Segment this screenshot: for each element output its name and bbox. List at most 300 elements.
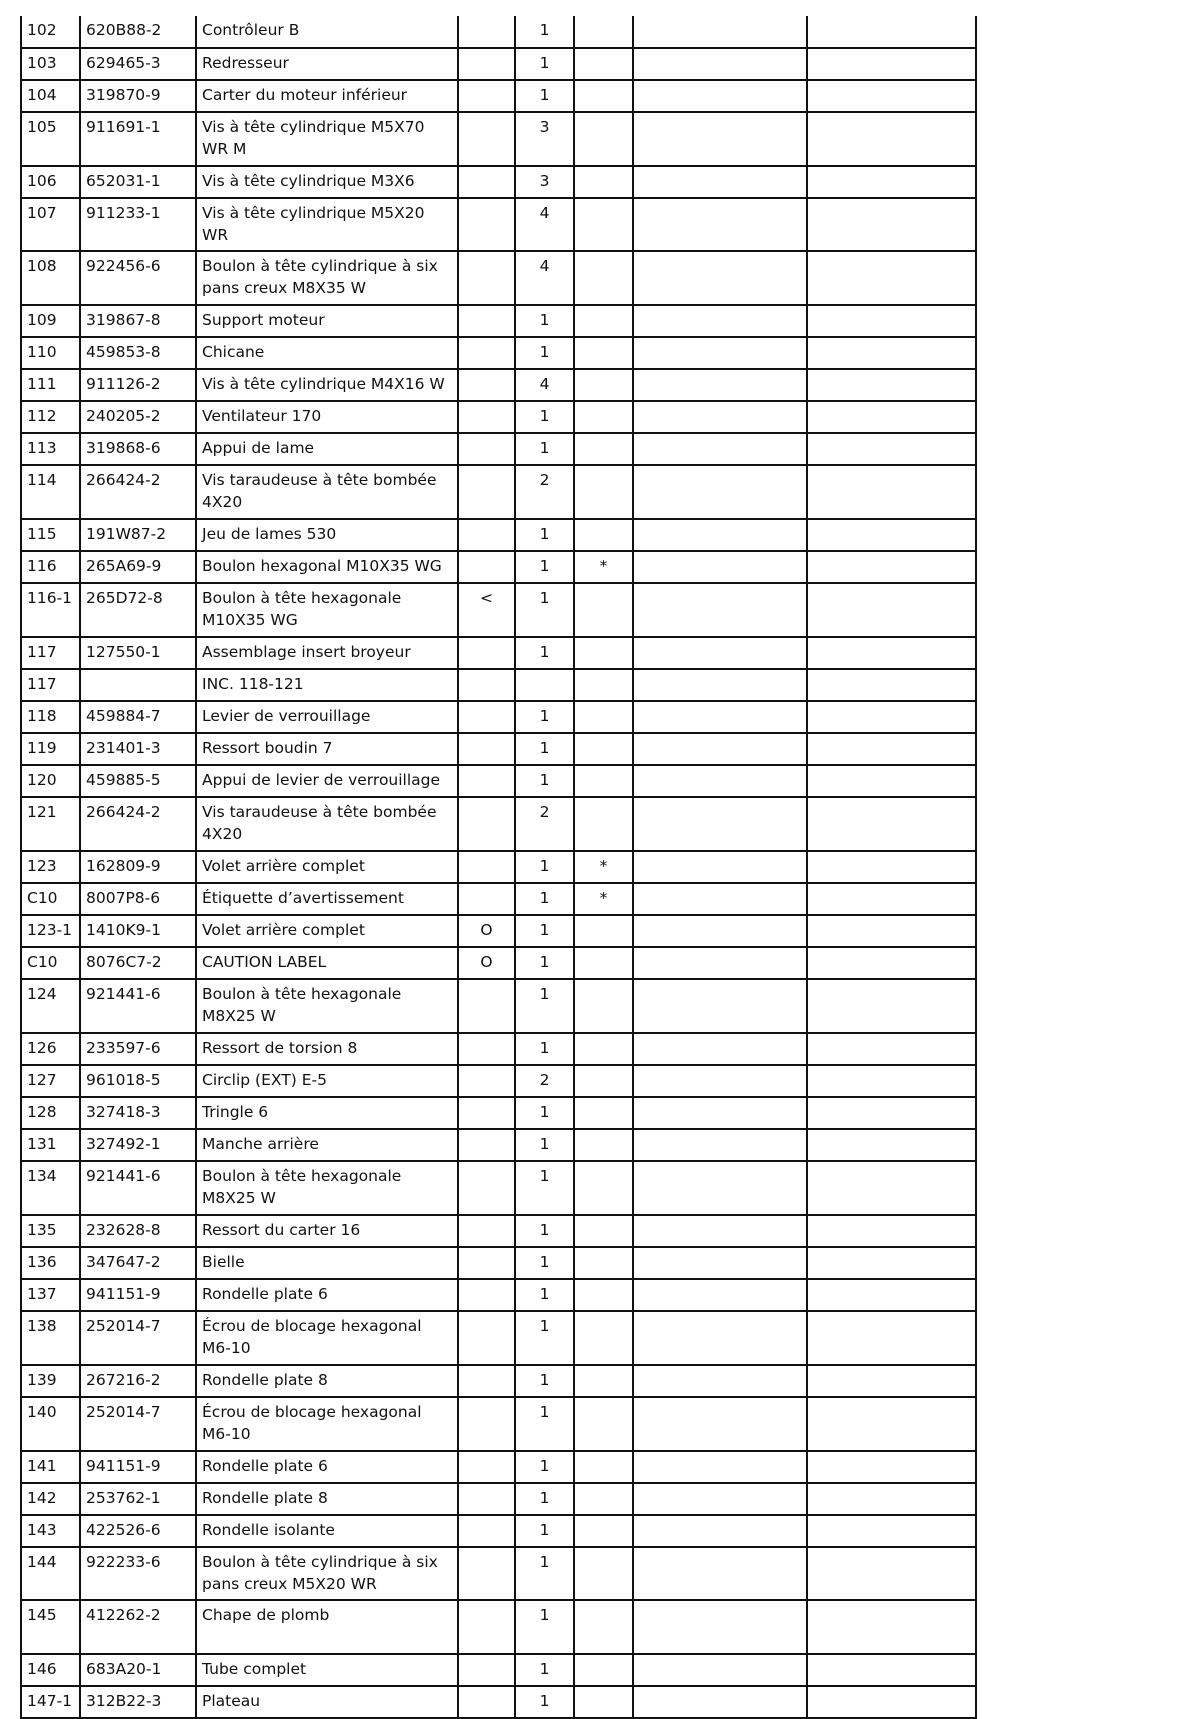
blank-cell: [807, 1161, 976, 1215]
note: [574, 637, 633, 669]
item-number: 138: [21, 1311, 80, 1365]
part-number: [80, 669, 196, 701]
part-number: 347647-2: [80, 1247, 196, 1279]
quantity: 4: [515, 251, 574, 305]
blank-cell: [633, 1033, 807, 1065]
table-row: [21, 80, 976, 112]
blank-cell: [633, 369, 807, 401]
note: [574, 519, 633, 551]
quantity: 1: [515, 1654, 574, 1686]
description: Bielle: [196, 1247, 458, 1279]
table-row: [21, 637, 976, 669]
blank-cell: [633, 1600, 807, 1654]
quantity: 2: [515, 1065, 574, 1097]
item-number: 127: [21, 1065, 80, 1097]
description: Contrôleur B: [196, 16, 458, 48]
description: Boulon à tête hexagonale M8X25 W: [196, 979, 458, 1033]
quantity: 1: [515, 1515, 574, 1547]
marker: [458, 1654, 515, 1686]
blank-cell: [633, 401, 807, 433]
marker: O: [458, 915, 515, 947]
quantity: 1: [515, 637, 574, 669]
description: Support moteur: [196, 305, 458, 337]
note: [574, 765, 633, 797]
item-number: 128: [21, 1097, 80, 1129]
part-number: 252014-7: [80, 1397, 196, 1451]
quantity: 1: [515, 16, 574, 48]
part-number: 683A20-1: [80, 1654, 196, 1686]
quantity: [515, 669, 574, 701]
description: Rondelle plate 6: [196, 1451, 458, 1483]
marker: [458, 637, 515, 669]
description: Rondelle plate 8: [196, 1365, 458, 1397]
blank-cell: [633, 16, 807, 48]
item-number: 107: [21, 198, 80, 251]
item-number: 109: [21, 305, 80, 337]
item-number: 139: [21, 1365, 80, 1397]
blank-cell: [807, 337, 976, 369]
description: Jeu de lames 530: [196, 519, 458, 551]
quantity: 1: [515, 701, 574, 733]
marker: [458, 112, 515, 166]
description: Ventilateur 170: [196, 401, 458, 433]
part-number: 1410K9-1: [80, 915, 196, 947]
table-row: [21, 1161, 976, 1215]
description: Appui de lame: [196, 433, 458, 465]
note: [574, 1515, 633, 1547]
item-number: 135: [21, 1215, 80, 1247]
blank-cell: [807, 166, 976, 198]
table-row: [21, 1279, 976, 1311]
description: Circlip (EXT) E-5: [196, 1065, 458, 1097]
blank-cell: [807, 1311, 976, 1365]
description: Rondelle isolante: [196, 1515, 458, 1547]
item-number: C10: [21, 947, 80, 979]
description: Boulon à tête hexagonale M8X25 W: [196, 1161, 458, 1215]
quantity: 1: [515, 1365, 574, 1397]
part-number: 620B88-2: [80, 16, 196, 48]
marker: [458, 251, 515, 305]
table-row: [21, 1547, 976, 1600]
table-row: [21, 48, 976, 80]
note: [574, 369, 633, 401]
part-number: 127550-1: [80, 637, 196, 669]
marker: [458, 198, 515, 251]
note: [574, 337, 633, 369]
blank-cell: [807, 637, 976, 669]
marker: [458, 733, 515, 765]
part-number: 253762-1: [80, 1483, 196, 1515]
item-number: 118: [21, 701, 80, 733]
blank-cell: [807, 465, 976, 519]
part-number: 459853-8: [80, 337, 196, 369]
marker: [458, 80, 515, 112]
note: [574, 1033, 633, 1065]
description: Appui de levier de verrouillage: [196, 765, 458, 797]
note: [574, 1600, 633, 1654]
part-number: 961018-5: [80, 1065, 196, 1097]
quantity: 1: [515, 1397, 574, 1451]
blank-cell: [807, 519, 976, 551]
description: Assemblage insert broyeur: [196, 637, 458, 669]
table-row: [21, 1654, 976, 1686]
blank-cell: [633, 1451, 807, 1483]
blank-cell: [807, 1279, 976, 1311]
blank-cell: [633, 637, 807, 669]
description: Boulon hexagonal M10X35 WG: [196, 551, 458, 583]
note: [574, 1365, 633, 1397]
quantity: 1: [515, 979, 574, 1033]
item-number: 123-1: [21, 915, 80, 947]
blank-cell: [633, 797, 807, 851]
part-number: 327418-3: [80, 1097, 196, 1129]
blank-cell: [633, 337, 807, 369]
blank-cell: [633, 701, 807, 733]
table-row: [21, 433, 976, 465]
blank-cell: [807, 1654, 976, 1686]
item-number: 131: [21, 1129, 80, 1161]
table-row: [21, 1129, 976, 1161]
marker: [458, 166, 515, 198]
quantity: 2: [515, 465, 574, 519]
table-row: [21, 551, 976, 583]
marker: [458, 1515, 515, 1547]
table-row: [21, 369, 976, 401]
note: [574, 979, 633, 1033]
blank-cell: [807, 883, 976, 915]
blank-cell: [807, 433, 976, 465]
item-number: 123: [21, 851, 80, 883]
note: [574, 1397, 633, 1451]
quantity: 3: [515, 112, 574, 166]
item-number: 145: [21, 1600, 80, 1654]
table-row: [21, 16, 976, 48]
description: Chicane: [196, 337, 458, 369]
quantity: 1: [515, 1483, 574, 1515]
part-number: 941151-9: [80, 1451, 196, 1483]
quantity: 4: [515, 369, 574, 401]
marker: [458, 765, 515, 797]
table-row: [21, 465, 976, 519]
quantity: 1: [515, 337, 574, 369]
table-row: [21, 915, 976, 947]
blank-cell: [633, 947, 807, 979]
quantity: 1: [515, 1279, 574, 1311]
part-number: 459884-7: [80, 701, 196, 733]
item-number: 117: [21, 669, 80, 701]
part-number: 911691-1: [80, 112, 196, 166]
marker: <: [458, 583, 515, 637]
description: Redresseur: [196, 48, 458, 80]
blank-cell: [633, 883, 807, 915]
quantity: 1: [515, 1600, 574, 1654]
part-number: 233597-6: [80, 1033, 196, 1065]
description: Chape de plomb: [196, 1600, 458, 1654]
blank-cell: [807, 851, 976, 883]
blank-cell: [633, 1129, 807, 1161]
marker: [458, 1600, 515, 1654]
table-row: [21, 519, 976, 551]
table-row: [21, 1033, 976, 1065]
note: [574, 1097, 633, 1129]
quantity: 1: [515, 433, 574, 465]
marker: [458, 797, 515, 851]
table-row: [21, 166, 976, 198]
part-number: 267216-2: [80, 1365, 196, 1397]
description: INC. 118-121: [196, 669, 458, 701]
part-number: 941151-9: [80, 1279, 196, 1311]
blank-cell: [633, 765, 807, 797]
marker: [458, 701, 515, 733]
description: Vis à tête cylindrique M3X6: [196, 166, 458, 198]
blank-cell: [633, 305, 807, 337]
quantity: 2: [515, 797, 574, 851]
table-row: [21, 765, 976, 797]
marker: [458, 851, 515, 883]
note: [574, 1215, 633, 1247]
description: Étiquette d’avertissement: [196, 883, 458, 915]
part-number: 629465-3: [80, 48, 196, 80]
note: [574, 1451, 633, 1483]
blank-cell: [807, 112, 976, 166]
part-number: 922456-6: [80, 251, 196, 305]
item-number: 115: [21, 519, 80, 551]
quantity: 1: [515, 1097, 574, 1129]
blank-cell: [807, 80, 976, 112]
item-number: 140: [21, 1397, 80, 1451]
quantity: 1: [515, 1547, 574, 1600]
blank-cell: [807, 1247, 976, 1279]
blank-cell: [633, 198, 807, 251]
table-row: [21, 1065, 976, 1097]
quantity: 4: [515, 198, 574, 251]
blank-cell: [633, 433, 807, 465]
blank-cell: [807, 401, 976, 433]
quantity: 1: [515, 947, 574, 979]
part-number: 240205-2: [80, 401, 196, 433]
description: Volet arrière complet: [196, 851, 458, 883]
quantity: 1: [515, 551, 574, 583]
part-number: 232628-8: [80, 1215, 196, 1247]
table-row: [21, 1365, 976, 1397]
blank-cell: [807, 305, 976, 337]
note: [574, 1654, 633, 1686]
part-number: 911233-1: [80, 198, 196, 251]
description: Vis à tête cylindrique M5X70 WR M: [196, 112, 458, 166]
description: Boulon à tête hexagonale M10X35 WG: [196, 583, 458, 637]
blank-cell: [633, 1547, 807, 1600]
part-number: 422526-6: [80, 1515, 196, 1547]
description: Plateau: [196, 1686, 458, 1718]
note: *: [574, 883, 633, 915]
note: [574, 1547, 633, 1600]
blank-cell: [633, 251, 807, 305]
marker: [458, 369, 515, 401]
note: [574, 1247, 633, 1279]
item-number: 146: [21, 1654, 80, 1686]
note: [574, 915, 633, 947]
note: [574, 1129, 633, 1161]
note: [574, 465, 633, 519]
item-number: 142: [21, 1483, 80, 1515]
blank-cell: [633, 519, 807, 551]
blank-cell: [633, 112, 807, 166]
blank-cell: [807, 1097, 976, 1129]
part-number: 911126-2: [80, 369, 196, 401]
quantity: 1: [515, 1129, 574, 1161]
blank-cell: [807, 1483, 976, 1515]
blank-cell: [633, 1686, 807, 1718]
blank-cell: [807, 551, 976, 583]
description: Carter du moteur inférieur: [196, 80, 458, 112]
blank-cell: [807, 1215, 976, 1247]
quantity: 1: [515, 1451, 574, 1483]
marker: [458, 1129, 515, 1161]
blank-cell: [633, 1215, 807, 1247]
marker: [458, 433, 515, 465]
note: [574, 48, 633, 80]
table-row: [21, 1247, 976, 1279]
quantity: 1: [515, 519, 574, 551]
item-number: C10: [21, 883, 80, 915]
blank-cell: [807, 733, 976, 765]
blank-cell: [633, 669, 807, 701]
description: Boulon à tête cylindrique à six pans creux M5X20 WR: [196, 1547, 458, 1600]
table-row: [21, 1311, 976, 1365]
description: Ressort boudin 7: [196, 733, 458, 765]
blank-cell: [807, 765, 976, 797]
blank-cell: [633, 48, 807, 80]
quantity: 1: [515, 48, 574, 80]
item-number: 108: [21, 251, 80, 305]
marker: [458, 1161, 515, 1215]
table-row: [21, 1451, 976, 1483]
parts-table-body: [21, 16, 976, 1718]
blank-cell: [807, 947, 976, 979]
table-row: [21, 1600, 976, 1654]
blank-cell: [807, 16, 976, 48]
item-number: 106: [21, 166, 80, 198]
description: Vis à tête cylindrique M5X20 WR: [196, 198, 458, 251]
table-row: [21, 733, 976, 765]
note: [574, 16, 633, 48]
description: Vis taraudeuse à tête bombée 4X20: [196, 465, 458, 519]
item-number: 119: [21, 733, 80, 765]
marker: [458, 401, 515, 433]
blank-cell: [807, 979, 976, 1033]
part-number: 266424-2: [80, 797, 196, 851]
description: Tube complet: [196, 1654, 458, 1686]
table-row: [21, 337, 976, 369]
quantity: 3: [515, 166, 574, 198]
part-number: 231401-3: [80, 733, 196, 765]
marker: [458, 48, 515, 80]
marker: [458, 669, 515, 701]
marker: [458, 1686, 515, 1718]
table-row: [21, 797, 976, 851]
marker: [458, 305, 515, 337]
marker: [458, 465, 515, 519]
quantity: 1: [515, 765, 574, 797]
marker: [458, 337, 515, 369]
marker: [458, 1365, 515, 1397]
marker: [458, 1451, 515, 1483]
quantity: 1: [515, 1161, 574, 1215]
item-number: 137: [21, 1279, 80, 1311]
note: [574, 669, 633, 701]
quantity: 1: [515, 401, 574, 433]
item-number: 103: [21, 48, 80, 80]
note: [574, 433, 633, 465]
parts-table: [20, 16, 977, 1719]
marker: [458, 1311, 515, 1365]
note: [574, 583, 633, 637]
table-row: [21, 701, 976, 733]
quantity: 1: [515, 915, 574, 947]
item-number: 126: [21, 1033, 80, 1065]
blank-cell: [807, 1600, 976, 1654]
marker: [458, 551, 515, 583]
note: [574, 1311, 633, 1365]
marker: [458, 1483, 515, 1515]
description: Levier de verrouillage: [196, 701, 458, 733]
table-row: [21, 1686, 976, 1718]
item-number: 144: [21, 1547, 80, 1600]
note: [574, 401, 633, 433]
item-number: 116-1: [21, 583, 80, 637]
blank-cell: [807, 701, 976, 733]
quantity: 1: [515, 1686, 574, 1718]
item-number: 124: [21, 979, 80, 1033]
item-number: 113: [21, 433, 80, 465]
item-number: 116: [21, 551, 80, 583]
blank-cell: [633, 1311, 807, 1365]
marker: [458, 1547, 515, 1600]
description: Rondelle plate 8: [196, 1483, 458, 1515]
table-row: [21, 251, 976, 305]
quantity: 1: [515, 1247, 574, 1279]
blank-cell: [633, 733, 807, 765]
marker: [458, 1097, 515, 1129]
blank-cell: [633, 551, 807, 583]
blank-cell: [807, 797, 976, 851]
note: [574, 1279, 633, 1311]
item-number: 121: [21, 797, 80, 851]
blank-cell: [807, 1065, 976, 1097]
blank-cell: [807, 583, 976, 637]
part-number: 921441-6: [80, 979, 196, 1033]
item-number: 104: [21, 80, 80, 112]
item-number: 117: [21, 637, 80, 669]
marker: [458, 1397, 515, 1451]
note: [574, 166, 633, 198]
part-number: 319868-6: [80, 433, 196, 465]
item-number: 105: [21, 112, 80, 166]
blank-cell: [807, 1033, 976, 1065]
note: [574, 305, 633, 337]
description: Boulon à tête cylindrique à six pans creux M8X35 W: [196, 251, 458, 305]
blank-cell: [807, 915, 976, 947]
description: Ressort du carter 16: [196, 1215, 458, 1247]
part-number: 459885-5: [80, 765, 196, 797]
note: [574, 1161, 633, 1215]
marker: [458, 519, 515, 551]
note: *: [574, 851, 633, 883]
blank-cell: [633, 1279, 807, 1311]
description: Tringle 6: [196, 1097, 458, 1129]
part-number: 266424-2: [80, 465, 196, 519]
quantity: 1: [515, 1215, 574, 1247]
